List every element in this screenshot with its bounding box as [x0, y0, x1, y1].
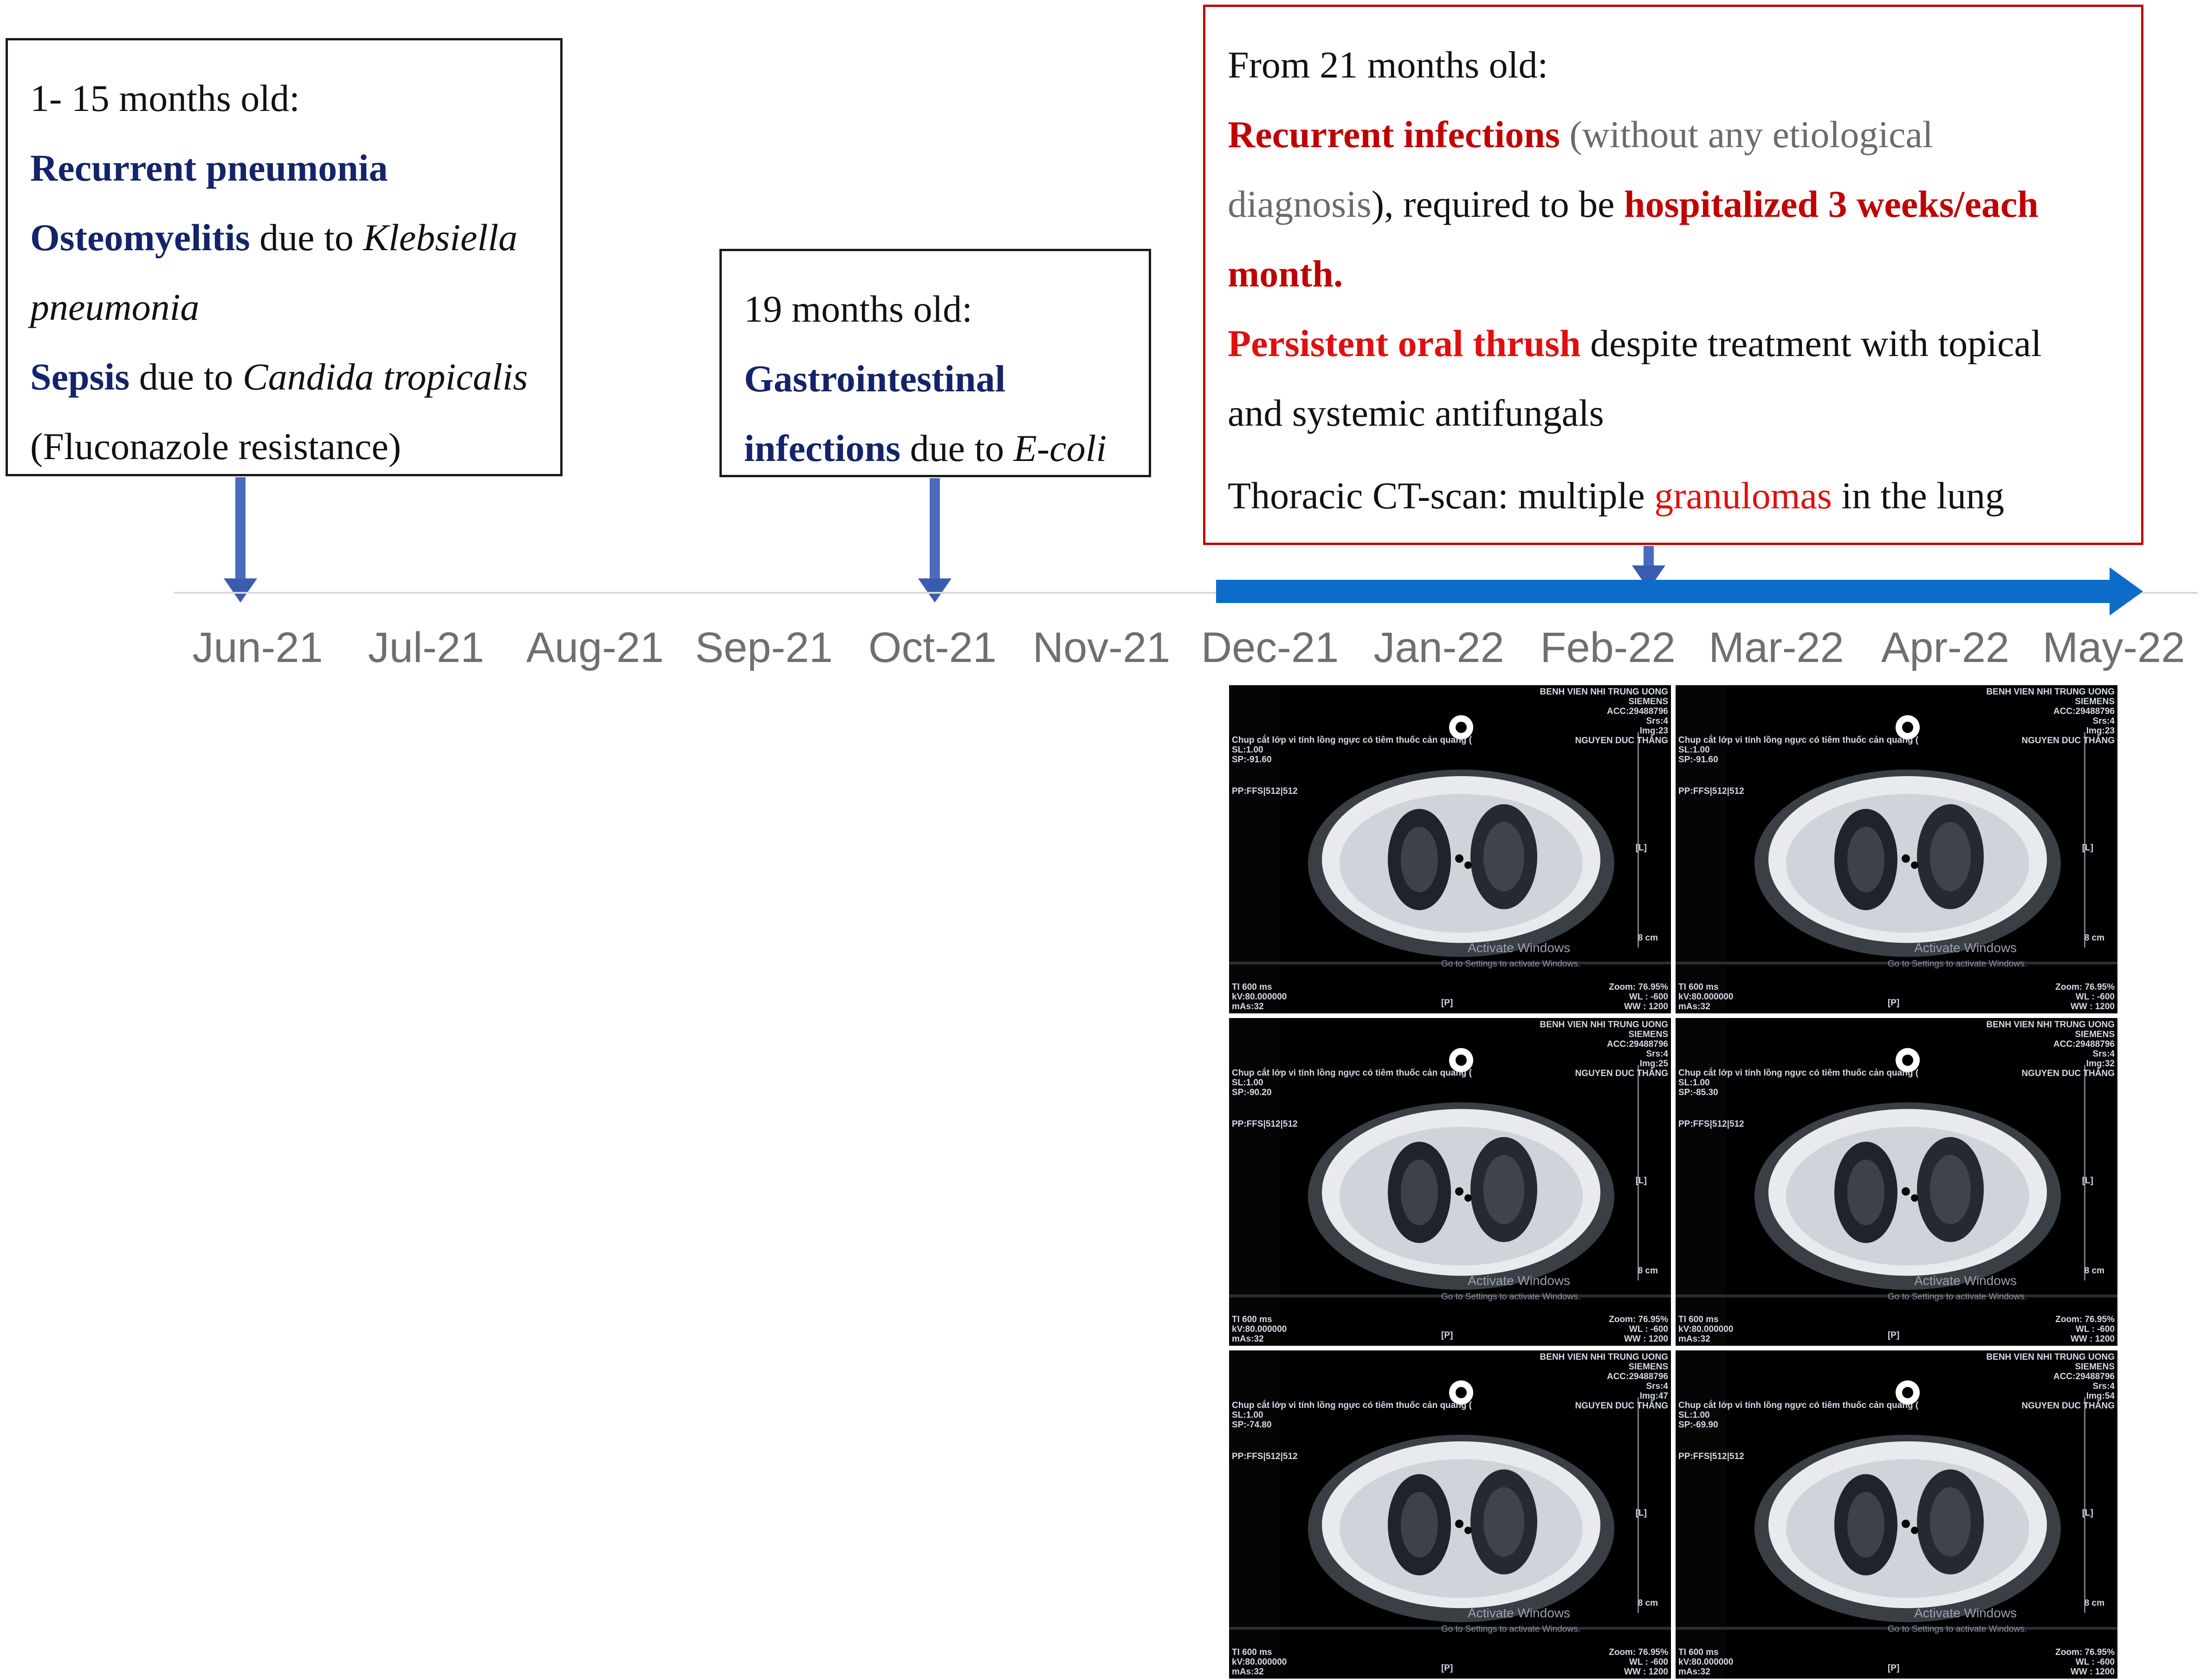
ct-patient: NGUYEN DUC THẮNG — [1575, 1068, 1668, 1078]
ct-window-text — [1609, 982, 1668, 1012]
box3-without-etiological: (without any etiological — [1560, 113, 1933, 156]
month-label: Apr-22 — [1881, 624, 2010, 671]
box3-in-the-lung: in the lung — [1832, 474, 2005, 517]
ct-ww: WW : 1200 — [1624, 1667, 1668, 1677]
box3-required-to-be: ), required to be — [1371, 183, 1624, 225]
box3-hospitalized: hospitalized 3 weeks/each — [1624, 183, 2039, 225]
ct-pp: PP:FFS|512|512 — [1678, 1452, 1744, 1462]
ct-scan-image-3 — [1229, 1018, 1671, 1346]
month-label: May-22 — [2042, 624, 2185, 671]
ct-watermark-sub: Go to Settings to activate Windows. — [1887, 1624, 2027, 1635]
month-label: Mar-22 — [1709, 624, 1844, 671]
ct-hospital: BENH VIEN NHI TRUNG UONG — [1540, 1019, 1668, 1030]
ct-img-number: Img:47 — [1639, 1391, 1668, 1401]
ct-window-text — [2055, 1648, 2115, 1677]
ct-pp: PP:FFS|512|512 — [1232, 786, 1298, 796]
box1-line-osteomyelitis — [30, 203, 533, 272]
ct-hospital: BENH VIEN NHI TRUNG UONG — [1986, 1019, 2115, 1030]
ct-acc: ACC:29488796 — [1606, 1039, 1668, 1049]
month-label: Jun-21 — [192, 624, 323, 671]
box3-granulomas: granulomas — [1654, 474, 1832, 517]
ct-sl: SL:1.00 — [1232, 745, 1263, 755]
ct-watermark: Activate Windows — [1468, 1606, 1571, 1621]
ct-kv: kV:80.000000 — [1678, 992, 1734, 1002]
ct-sl: SL:1.00 — [1678, 745, 1710, 755]
ct-window-text — [1609, 1648, 1668, 1677]
box2-infections: infections — [744, 427, 901, 469]
pointer-arrow-shaft-oct21 — [930, 478, 940, 579]
ct-scan-panel — [1229, 685, 2117, 1679]
ct-mas: mAs:32 — [1232, 1334, 1264, 1344]
ct-vendor: SIEMENS — [1628, 1362, 1668, 1372]
box3-oral-thrush: Persistent oral thrush — [1228, 322, 1581, 364]
ct-patient: NGUYEN DUC THẮNG — [2021, 1068, 2115, 1078]
ct-sp: SP:-69.90 — [1678, 1420, 1718, 1430]
ct-zoom: Zoom: 76.95% — [2055, 1648, 2115, 1657]
ct-watermark-sub: Go to Settings to activate Windows. — [1887, 1291, 2027, 1302]
pointer-arrow-shaft-feb22 — [1644, 546, 1654, 566]
ct-header-text — [1540, 1352, 1668, 1411]
ongoing-period-arrow-bar — [1216, 580, 2112, 603]
ct-zoom: Zoom: 76.95% — [1609, 982, 1668, 992]
ct-zoom: Zoom: 76.95% — [1609, 1648, 1668, 1657]
ct-sp: SP:-74.80 — [1232, 1420, 1272, 1430]
ct-scale-label: 8 cm — [1638, 1598, 1658, 1609]
ct-wl: WL : -600 — [1629, 1324, 1668, 1335]
ct-sp: SP:-91.60 — [1232, 755, 1272, 765]
box3-line-antifungals: and systemic antifungals — [1228, 392, 1604, 434]
ct-vendor: SIEMENS — [2075, 1362, 2115, 1372]
ct-vendor: SIEMENS — [1628, 697, 1668, 707]
event-box-1-15-months — [6, 38, 563, 476]
ct-ww: WW : 1200 — [1624, 1334, 1668, 1344]
ct-acc: ACC:29488796 — [2053, 1372, 2115, 1382]
ct-acc: ACC:29488796 — [1606, 1372, 1668, 1382]
ct-study: Chup cắt lớp vi tính lồng ngực có tiêm thuốc cản quang ( — [1678, 1401, 1919, 1411]
box3-line-hospitalized — [1228, 169, 2114, 239]
ct-ww: WW : 1200 — [2070, 1667, 2115, 1677]
ct-wl: WL : -600 — [2075, 1324, 2115, 1335]
ct-kv: kV:80.000000 — [1232, 1324, 1287, 1335]
box1-heading: 1- 15 months old: — [30, 77, 300, 119]
ct-hospital: BENH VIEN NHI TRUNG UONG — [1986, 687, 2115, 697]
box1-line-sepsis — [30, 342, 533, 412]
ct-srs: Srs:4 — [1646, 1049, 1668, 1059]
ct-mas: mAs:32 — [1232, 1001, 1264, 1012]
ct-watermark: Activate Windows — [1914, 941, 2017, 955]
ct-kv: kV:80.000000 — [1232, 992, 1287, 1002]
ct-acc: ACC:29488796 — [2053, 1039, 2115, 1049]
ct-kv: kV:80.000000 — [1678, 1324, 1734, 1335]
ct-kv: kV:80.000000 — [1232, 1657, 1287, 1667]
month-label: Feb-22 — [1540, 624, 1676, 671]
box1-due-to-2: due to — [129, 356, 243, 398]
box3-line-month — [1228, 239, 2114, 309]
ct-sp: SP:-91.60 — [1678, 755, 1718, 765]
ct-hospital: BENH VIEN NHI TRUNG UONG — [1540, 687, 1668, 697]
box1-sepsis: Sepsis — [30, 356, 130, 398]
ct-watermark: Activate Windows — [1468, 1273, 1571, 1288]
box3-line-oral-thrush — [1228, 309, 2114, 378]
ct-params-text — [1232, 1648, 1287, 1677]
ct-params-text — [1678, 1315, 1733, 1344]
month-label: Jan-22 — [1373, 624, 1504, 671]
ct-pp: PP:FFS|512|512 — [1232, 1452, 1298, 1462]
ct-left-marker: [L] — [1635, 1508, 1647, 1518]
ct-left-marker: [L] — [2082, 1508, 2093, 1518]
ct-watermark-sub: Go to Settings to activate Windows. — [1441, 959, 1580, 969]
ct-header-text — [1986, 1352, 2115, 1411]
ct-sp: SP:-90.20 — [1232, 1087, 1272, 1097]
ct-scale-label: 8 cm — [1638, 933, 1658, 943]
ct-img-number: Img:25 — [1639, 1058, 1668, 1069]
ct-ww: WW : 1200 — [2070, 1334, 2115, 1344]
ct-study-text — [1232, 1068, 1472, 1097]
ct-zoom: Zoom: 76.95% — [2055, 1315, 2115, 1325]
ct-study: Chup cắt lớp vi tính lồng ngực có tiêm thuốc cản quang ( — [1232, 735, 1472, 745]
ongoing-period-arrow-head — [2110, 567, 2143, 616]
box1-line-fluconazole: (Fluconazole resistance) — [30, 425, 401, 467]
box3-line-ct-scan — [1228, 461, 2114, 531]
ct-ww: WW : 1200 — [2070, 1001, 2115, 1012]
ct-srs: Srs:4 — [2092, 716, 2115, 726]
ct-wl: WL : -600 — [1629, 992, 1668, 1002]
ct-study: Chup cắt lớp vi tính lồng ngực có tiêm thuốc cản quang ( — [1232, 1068, 1472, 1078]
pointer-arrow-head-jun21 — [224, 578, 257, 603]
ct-study-text — [1232, 1401, 1472, 1430]
box3-thoracic-ct: Thoracic CT-scan: multiple — [1228, 474, 1655, 517]
ct-mas: mAs:32 — [1678, 1001, 1710, 1012]
ct-ti: TI 600 ms — [1232, 1315, 1272, 1325]
ct-scale-label: 8 cm — [1638, 1265, 1658, 1276]
box2-due-to: due to — [900, 427, 1014, 469]
box3-diagnosis: diagnosis — [1228, 183, 1372, 225]
ct-img-number: Img:23 — [1639, 726, 1668, 736]
box3-despite-treatment: despite treatment with topical — [1580, 322, 2042, 364]
ct-vendor: SIEMENS — [1628, 1029, 1668, 1039]
box1-pneumonia-italic: pneumonia — [30, 286, 200, 328]
month-label: Nov-21 — [1032, 624, 1171, 671]
ct-srs: Srs:4 — [2092, 1382, 2115, 1392]
ct-study: Chup cắt lớp vi tính lồng ngực có tiêm thuốc cản quang ( — [1678, 735, 1919, 745]
ct-left-marker: [L] — [2082, 843, 2093, 853]
ct-ti: TI 600 ms — [1678, 982, 1719, 992]
ct-scale-label: 8 cm — [2084, 1598, 2104, 1609]
box2-line-gastrointestinal — [744, 344, 1122, 414]
month-label: Aug-21 — [526, 624, 664, 671]
ct-pp: PP:FFS|512|512 — [1232, 1119, 1298, 1129]
box1-due-to-1: due to — [250, 216, 363, 259]
ct-vendor: SIEMENS — [2075, 697, 2115, 707]
ct-window-text — [1609, 1315, 1668, 1344]
ct-wl: WL : -600 — [1629, 1657, 1668, 1667]
month-label: Dec-21 — [1201, 624, 1339, 671]
ct-window-text — [2055, 1315, 2115, 1344]
ct-left-marker: [L] — [1635, 843, 1647, 853]
ct-hospital: BENH VIEN NHI TRUNG UONG — [1540, 1352, 1668, 1362]
ct-sl: SL:1.00 — [1232, 1410, 1263, 1421]
box3-recurrent-infections: Recurrent infections — [1228, 113, 1560, 156]
ct-ti: TI 600 ms — [1678, 1315, 1719, 1325]
ct-posterior-marker: [P] — [1441, 1663, 1453, 1673]
box3-month: month. — [1228, 253, 1343, 295]
ct-sl: SL:1.00 — [1678, 1410, 1710, 1421]
ct-img-number: Img:23 — [2086, 726, 2115, 736]
ct-params-text — [1232, 982, 1287, 1012]
ct-wl: WL : -600 — [2075, 992, 2115, 1002]
ct-header-text — [1540, 687, 1668, 746]
ct-study-text — [1678, 1401, 1918, 1430]
ct-left-marker: [L] — [2082, 1175, 2093, 1186]
ct-patient: NGUYEN DUC THẮNG — [2021, 736, 2115, 746]
pointer-arrow-shaft-jun21 — [235, 477, 246, 579]
box1-line-recurrent-pneumonia — [30, 133, 533, 203]
box1-recurrent-pneumonia: Recurrent pneumonia — [30, 147, 388, 189]
ct-params-text — [1678, 1648, 1733, 1677]
ct-scale-label: 8 cm — [2084, 933, 2104, 943]
box2-ecoli: E-coli — [1013, 427, 1107, 469]
box3-line-recurrent-infections — [1228, 100, 2114, 169]
ct-patient: NGUYEN DUC THẮNG — [1575, 1401, 1668, 1411]
ct-wl: WL : -600 — [2075, 1657, 2115, 1667]
ct-scan-image-2 — [1676, 685, 2117, 1013]
ct-scan-image-6 — [1676, 1350, 2117, 1679]
box1-candida: Candida tropicalis — [242, 356, 528, 398]
ct-study-text — [1232, 735, 1472, 765]
ct-scan-image-1 — [1229, 685, 1671, 1013]
ct-header-text — [1986, 687, 2115, 746]
ct-header-text — [1540, 1020, 1668, 1078]
ct-ti: TI 600 ms — [1232, 982, 1272, 992]
ct-watermark-sub: Go to Settings to activate Windows. — [1441, 1291, 1580, 1302]
ct-study: Chup cắt lớp vi tính lồng ngực có tiêm thuốc cản quang ( — [1232, 1401, 1472, 1411]
ct-sl: SL:1.00 — [1232, 1077, 1263, 1088]
ct-hospital: BENH VIEN NHI TRUNG UONG — [1986, 1352, 2115, 1362]
month-label: Jul-21 — [368, 624, 485, 671]
ct-srs: Srs:4 — [1646, 1382, 1668, 1392]
ct-window-text — [2055, 982, 2115, 1012]
ct-watermark: Activate Windows — [1914, 1606, 2017, 1621]
ct-mas: mAs:32 — [1232, 1667, 1264, 1677]
box1-osteomyelitis: Osteomyelitis — [30, 216, 250, 259]
ct-study-text — [1678, 1068, 1918, 1097]
month-label: Sep-21 — [695, 624, 833, 671]
ct-patient: NGUYEN DUC THẮNG — [2021, 1401, 2115, 1411]
ct-kv: kV:80.000000 — [1678, 1657, 1734, 1667]
ct-left-marker: [L] — [1635, 1175, 1647, 1186]
ct-mas: mAs:32 — [1678, 1667, 1710, 1677]
ct-pp: PP:FFS|512|512 — [1678, 786, 1744, 796]
ct-ti: TI 600 ms — [1678, 1648, 1719, 1657]
ct-watermark-sub: Go to Settings to activate Windows. — [1441, 1624, 1580, 1635]
ct-posterior-marker: [P] — [1441, 998, 1453, 1008]
ct-study: Chup cắt lớp vi tính lồng ngực có tiêm thuốc cản quang ( — [1678, 1068, 1919, 1078]
ct-ti: TI 600 ms — [1232, 1648, 1272, 1657]
ct-acc: ACC:29488796 — [2053, 707, 2115, 716]
box3-heading: From 21 months old: — [1228, 44, 1548, 86]
ct-patient: NGUYEN DUC THẮNG — [1575, 736, 1668, 746]
ct-ww: WW : 1200 — [1624, 1001, 1668, 1012]
ct-header-text — [1986, 1020, 2115, 1078]
ct-study-text — [1678, 735, 1918, 765]
ct-mas: mAs:32 — [1678, 1334, 1710, 1344]
ct-scale-label: 8 cm — [2084, 1265, 2104, 1276]
ct-srs: Srs:4 — [2092, 1049, 2115, 1059]
box2-gastrointestinal: Gastrointestinal — [744, 357, 1006, 400]
ct-img-number: Img:32 — [2086, 1058, 2115, 1069]
ct-posterior-marker: [P] — [1887, 1330, 1900, 1341]
box1-line-pneumonia — [30, 272, 533, 342]
box1-klebsiella: Klebsiella — [363, 216, 518, 259]
event-box-19-months — [719, 249, 1151, 477]
ct-pp: PP:FFS|512|512 — [1678, 1119, 1744, 1129]
ct-img-number: Img:54 — [2086, 1391, 2115, 1401]
ct-srs: Srs:4 — [1646, 716, 1668, 726]
ct-scan-image-5 — [1229, 1350, 1671, 1679]
ct-vendor: SIEMENS — [2075, 1029, 2115, 1039]
ct-watermark-sub: Go to Settings to activate Windows. — [1887, 959, 2027, 969]
pointer-arrow-head-oct21 — [918, 578, 952, 603]
event-box-from-21-months — [1203, 5, 2143, 545]
ct-params-text — [1678, 982, 1733, 1012]
ct-acc: ACC:29488796 — [1606, 707, 1668, 716]
ct-zoom: Zoom: 76.95% — [2055, 982, 2115, 992]
ct-watermark: Activate Windows — [1914, 1273, 2017, 1288]
ct-posterior-marker: [P] — [1441, 1330, 1453, 1341]
ct-scan-image-4 — [1676, 1018, 2117, 1346]
ct-zoom: Zoom: 76.95% — [1609, 1315, 1668, 1325]
month-label: Oct-21 — [868, 624, 997, 671]
ct-sp: SP:-85.30 — [1678, 1087, 1718, 1097]
ct-posterior-marker: [P] — [1887, 1663, 1900, 1673]
box2-heading: 19 months old: — [744, 288, 973, 330]
ct-params-text — [1232, 1315, 1287, 1344]
box2-line-infections — [744, 414, 1122, 483]
ct-watermark: Activate Windows — [1468, 941, 1571, 955]
ct-posterior-marker: [P] — [1887, 998, 1900, 1008]
ct-sl: SL:1.00 — [1678, 1077, 1710, 1088]
